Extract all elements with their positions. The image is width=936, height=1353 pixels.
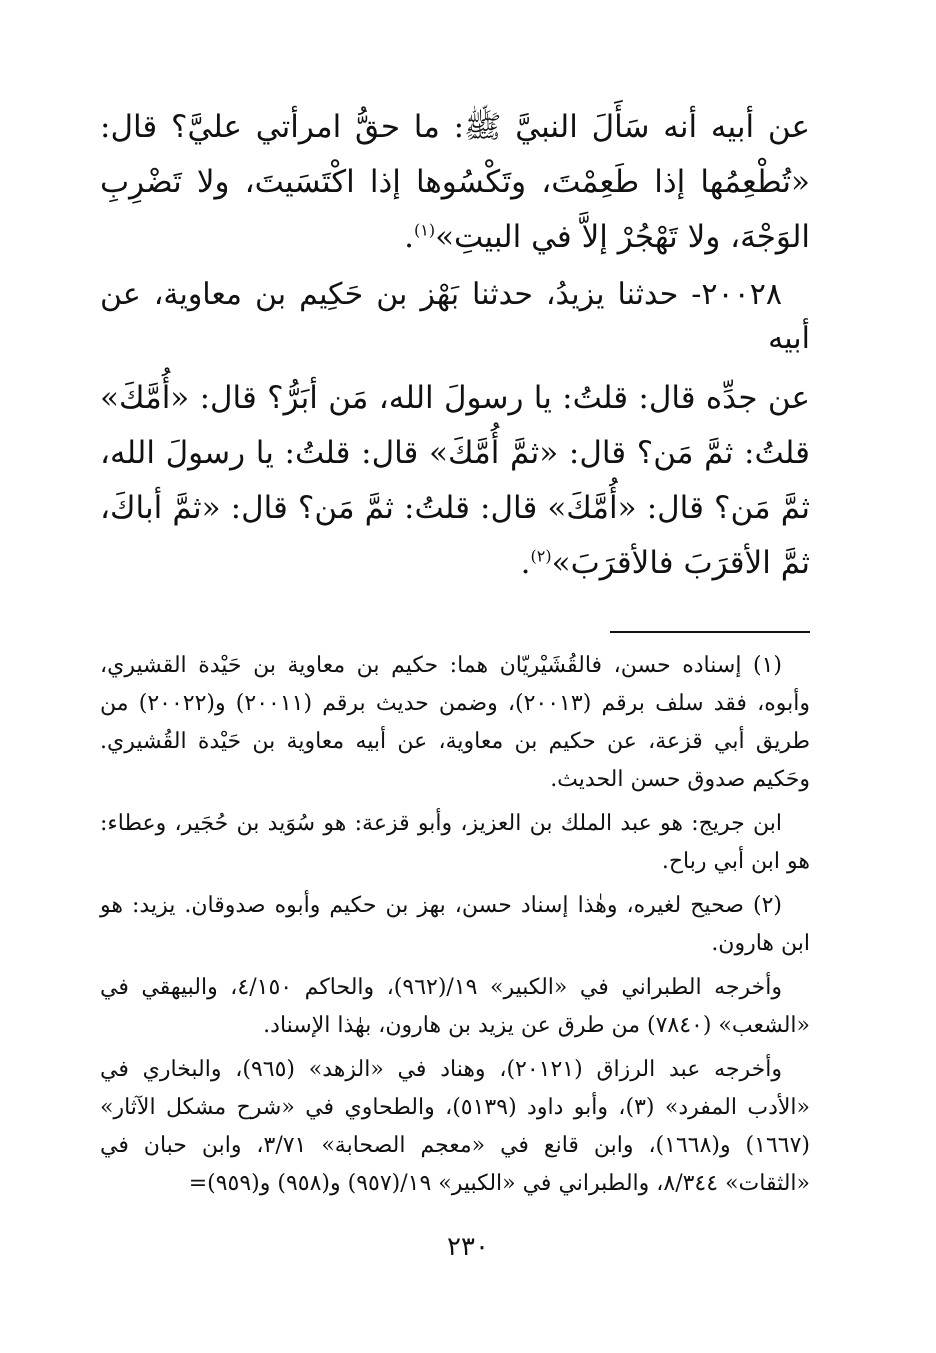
footnote-1: (١) إسناده حسن، فالقُشَيْريّان هما: حكيم بن معاوية بن حَيْدة القشيري، وأبوه، فقد سلف برقم (٢٠٠١٣)، وضمن حديث برقم (٢٠٠١١) و(٢٠٠٢٢) من طريق أبي قزعة، عن حكيم بن معاوية، عن أبيه معاوية بن حَيْدة القُشيري. وحَكيم صدوق حسن الحديث.: [100, 653, 810, 792]
main-text: [100, 100, 810, 591]
footnote-1-note: ابن جريج: هو عبد الملك بن العزيز، وأبو قزعة: هو سُوَيد بن حُجَير، وعطاء: هو ابن أبي رباح.: [100, 811, 810, 874]
hadith-text-1: عن أبيه أنه سَأَلَ النبيَّ ﷺ: ما حقُّ امرأتي عليَّ؟ قال: «تُطْعِمُها إذا طَعِمْتَ، وتَكْسُوها إذا اكْتَسَيتَ، ولا تَضْرِبِ الوَجْهَ، ولا تَهْجُرْ إلاَّ في البيتِ»: [100, 109, 810, 255]
footnote-2-source-b: وأخرجه عبد الرزاق (٢٠١٢١)، وهناد في «الزهد» (٩٦٥)، والبخاري في «الأدب المفرد» (٣)، وأبو داود (٥١٣٩)، والطحاوي في «شرح مشكل الآثار» (١٦٦٧) و(١٦٦٨)، وابن قانع في «معجم الصحابة» ٣/٧١، وابن حبان في «الثقات» ٨/٣٤٤، والطبراني في «الكبير» ١٩/(٩٥٧) و(٩٥٨) و(٩٥٩)=: [100, 1057, 810, 1196]
footnote-2-source-a: وأخرجه الطبراني في «الكبير» ١٩/(٩٦٢)، والحاكم ٤/١٥٠، والبيهقي في «الشعب» (٧٨٤٠) من طرق عن يزيد بن هارون، بهٰذا الإسناد.: [100, 975, 810, 1038]
hadith-paragraph-2: [100, 371, 810, 591]
footnote-2: (٢) صحيح لغيره، وهٰذا إسناد حسن، بهز بن حكيم وأبوه صدوقان. يزيد: هو ابن هارون.: [100, 893, 810, 956]
hadith-header: ٢٠٠٢٨- حدثنا يزيدُ، حدثنا بَهْز بن حَكِيم بن معاوية، عن أبيه: [100, 277, 810, 356]
footnotes: [100, 647, 810, 1203]
hadith-paragraph-1: [100, 100, 810, 265]
hadith-text-1-end: .: [404, 219, 414, 255]
footnote-divider: [610, 631, 810, 633]
hadith-text-2: عن جدِّه قال: قلتُ: يا رسولَ الله، مَن أبَرُّ؟ قال: «أُمَّكَ» قلتُ: ثمَّ مَن؟ قال: «ثمَّ أُمَّكَ» قال: قلتُ: يا رسولَ الله، ثمَّ مَن؟ قال: «أُمَّكَ» قال: قلتُ: ثمَّ مَن؟ قال: «ثمَّ أباكَ، ثمَّ الأقرَبَ فالأقرَبَ»: [100, 380, 810, 581]
page: [100, 100, 810, 1209]
footnote-ref-2[interactable]: (٢): [530, 546, 552, 566]
footnote-ref-1[interactable]: (١): [413, 220, 436, 240]
hadith-text-2-end: .: [520, 545, 531, 581]
page-number: ٢٣٠: [447, 1232, 489, 1262]
